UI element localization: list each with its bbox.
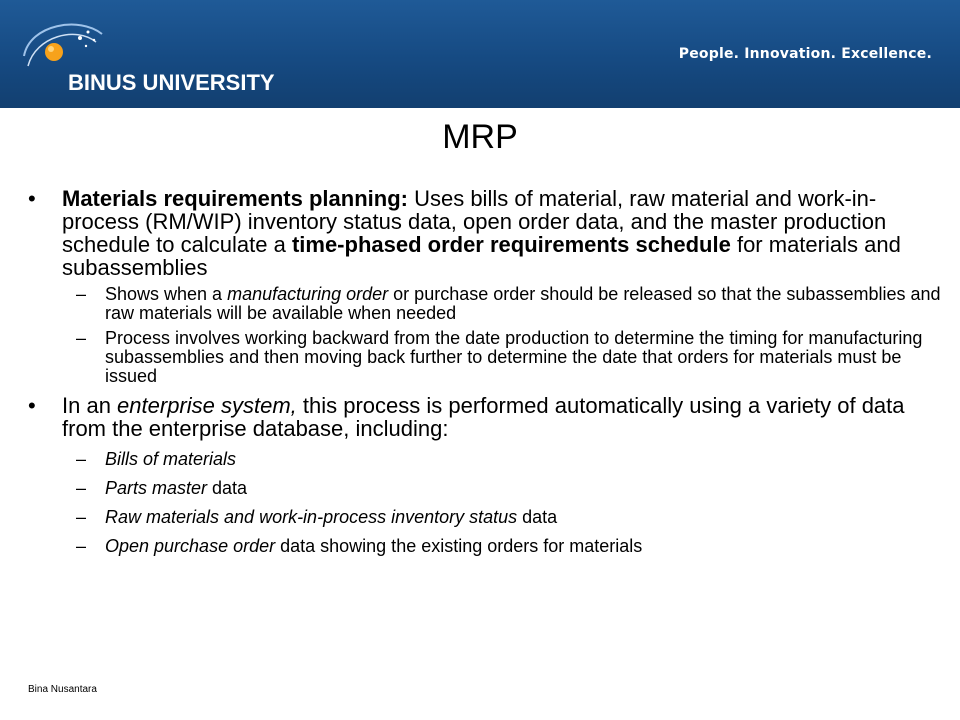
slide-title: MRP xyxy=(442,118,518,156)
dash-icon: – xyxy=(76,328,87,348)
footer-text: Bina Nusantara xyxy=(28,684,97,695)
mrp-desc-2: for materials and subassemblies xyxy=(62,232,901,280)
dash-icon: – xyxy=(76,449,87,469)
term-schedule: time-phased order requirements schedule xyxy=(291,232,731,257)
term-mrp: Materials requirements planning: xyxy=(62,186,408,211)
sub-bullet-open-po xyxy=(28,537,948,556)
sub-bullet-parts xyxy=(28,479,948,498)
bullet-enterprise xyxy=(28,394,948,440)
tagline: People. Innovation. Excellence. xyxy=(678,46,932,62)
binus-logo xyxy=(16,12,296,104)
rmwip-text: data xyxy=(517,507,558,527)
release-em: manufacturing order xyxy=(227,284,389,304)
bullet-mrp-definition xyxy=(28,187,948,279)
header-banner xyxy=(0,0,960,108)
enterprise-em: enterprise system, xyxy=(117,393,297,418)
rmwip-em: Raw materials and work-in-process inventory status xyxy=(105,507,518,527)
process-text: Process involves working backward from the date production to determine the timing for manufacturing subassemblies and then moving back further to determine the date that orders for materials must be issued xyxy=(105,328,923,386)
parts-em: Parts master xyxy=(105,478,208,498)
slide-content xyxy=(28,187,948,556)
enterprise-text-a: In an xyxy=(62,393,118,418)
dash-icon: – xyxy=(76,478,87,498)
dash-icon: – xyxy=(76,507,87,527)
release-text-b: or purchase order should be released so that the subassemblies and raw materials will be available when needed xyxy=(105,284,941,323)
open-po-em: Open purchase order xyxy=(105,536,276,556)
sub-bullet-bom xyxy=(28,450,948,469)
sub-bullet-rmwip xyxy=(28,508,948,527)
bom-em: Bills of materials xyxy=(105,449,237,469)
bullet-icon: • xyxy=(28,186,36,211)
parts-text: data xyxy=(207,478,248,498)
mrp-desc-1: Uses bills of material, raw material and work-in-process (RM/WIP) inventory status data, open order data, and the master production schedule to calculate a xyxy=(62,186,887,257)
logo-text: BINUS UNIVERSITY xyxy=(68,70,275,95)
enterprise-text-b: this process is performed automatically using a variety of data from the enterprise database, including: xyxy=(62,393,905,441)
release-text-a: Shows when a xyxy=(105,284,228,304)
open-po-text: data showing the existing orders for materials xyxy=(275,536,643,556)
dash-icon: – xyxy=(76,536,87,556)
bullet-icon: • xyxy=(28,393,36,418)
sub-bullet-release xyxy=(28,285,948,323)
dash-icon: – xyxy=(76,284,87,304)
sub-bullet-process xyxy=(28,329,948,386)
